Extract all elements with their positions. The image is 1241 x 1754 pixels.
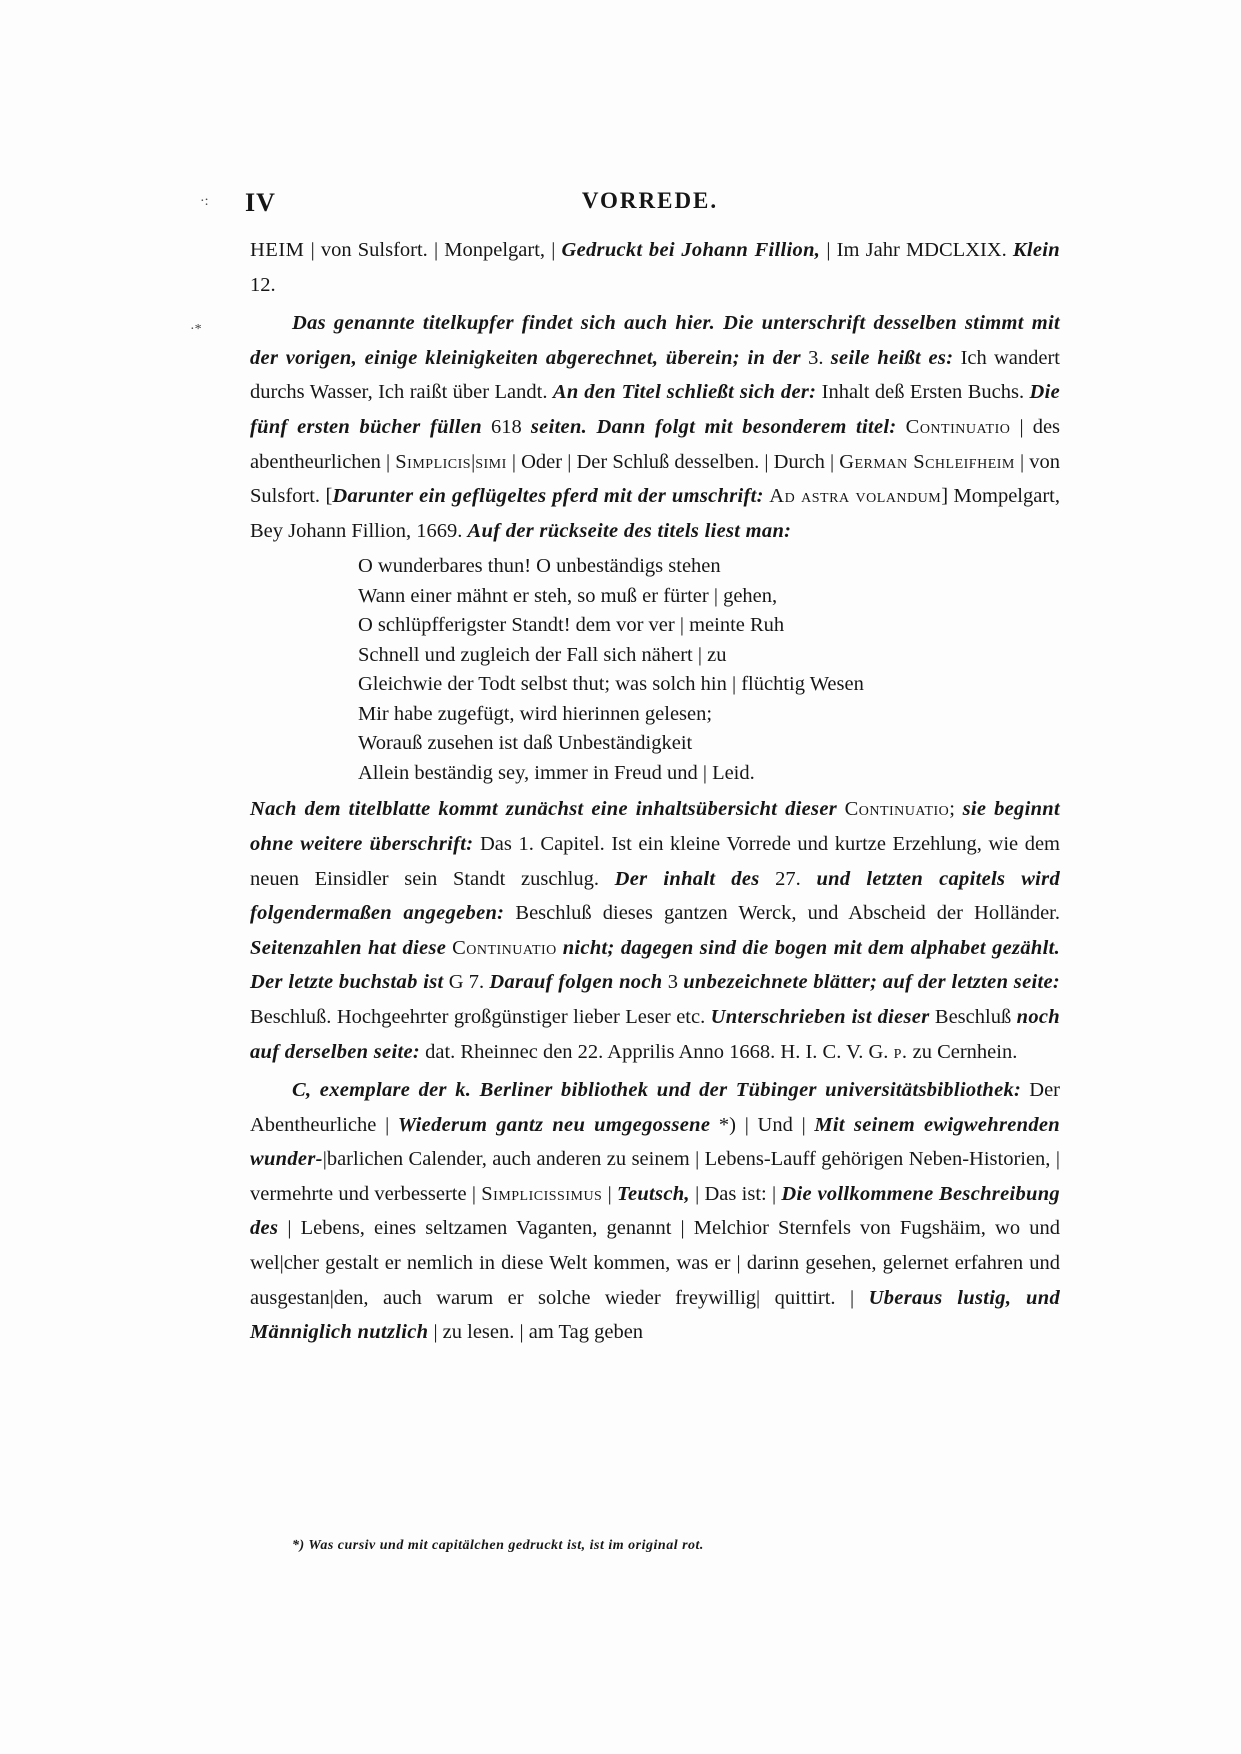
text-run: | von Sulsfort. [ — [250, 450, 1060, 508]
italic-run: Nach dem titelblatte kommt zunächst eine inhaltsübersicht dieser — [250, 798, 837, 821]
paragraph-p4 — [250, 1073, 1060, 1350]
text-run: ] Mompelgart, Bey Johann Fillion, 1669. — [250, 485, 1060, 542]
text-run: 27. — [759, 867, 817, 890]
italic-run: Darauf folgen noch — [489, 971, 663, 994]
paragraphs-after-poem — [250, 792, 1060, 1350]
poem-block — [358, 552, 1060, 788]
page-body — [250, 233, 1060, 1350]
text-run: Beschluß — [929, 1005, 1017, 1028]
italic-run: An den Titel schließt sich der: — [552, 381, 817, 404]
italic-run: und letzten capitels wird folgendermaßen angegeben: — [250, 867, 1060, 925]
text-run: |barlichen Calender, auch anderen zu seinem | Lebens-Lauff gehörigen Neben-Historien, | vermehrte und verbesserte | — [250, 1148, 1060, 1205]
small-caps-run: German Schleifheim — [839, 450, 1015, 473]
running-title: VORREDE. — [581, 188, 719, 213]
poem-line: O schlüpfferigster Standt! dem vor ver | meinte Ruh — [358, 614, 785, 637]
text-run: 3. — [800, 346, 831, 369]
italic-run: Wiederum gantz neu umgegossene — [397, 1113, 711, 1136]
text-run: zu Cernhein. — [907, 1040, 1018, 1063]
italic-run: nicht; dagegen sind die bogen mit dem alphabet gezählt. Der letzte buchstab ist — [250, 936, 1061, 994]
text-run: | Lebens, eines seltzamen Vaganten, genannt | Melchior Sternfels von Fugshäim, wo und wel|cher gestalt er nemlich in diese Welt kommen, was er | darinn gesehen, gelernet erfahren und ausgestan|den, auch warum er solche wieder freywillig| quittirt. | — [250, 1217, 1060, 1309]
text-run: 3 — [662, 971, 684, 994]
italic-run: Der inhalt des — [614, 867, 760, 890]
italic-run: Die vollkommene Beschreibung des — [250, 1182, 1060, 1240]
poem-line: Schnell und zugleich der Fall sich nähert | zu — [358, 643, 727, 666]
small-caps-run: Continuatio — [844, 798, 950, 821]
text-run: Inhalt deß Ersten Buchs. — [816, 381, 1030, 404]
text-run: 12. — [250, 273, 276, 296]
poem-line: Worauß zusehen ist daß Unbeständigkeit — [358, 732, 693, 755]
italic-run: Seitenzahlen hat diese — [250, 936, 447, 959]
text-run: dat. Rheinnec den 22. Apprilis Anno 1668. H. I. C. V. G. — [419, 1040, 894, 1063]
text-run: Beschluß. Hochgeehrter großgünstiger lieber Leser etc. — [250, 1005, 711, 1028]
italic-run: sie beginnt ohne weitere überschrift: — [250, 798, 1060, 855]
italic-run: Darunter ein geflügeltes pferd mit der umschrift: — [332, 485, 764, 508]
small-caps-run: simi — [475, 450, 507, 473]
poem-line: O wunderbares thun! O unbeständigs stehen — [358, 555, 721, 578]
italic-run: Das genannte titelkupfer findet sich auch hier. Die unterschrift desselben stimmt mit der vorigen, einige kleinigkeiten abgerechnet, überein; in der — [250, 312, 1060, 369]
margin-mark-middle: ·* — [190, 322, 202, 337]
text-run: Ich wandert durchs Wasser, Ich raißt über Landt. — [250, 346, 1061, 404]
text-run: *) | Und | — [710, 1113, 815, 1136]
poem-line: Wann einer mähnt er steh, so muß er fürter | gehen, — [358, 584, 778, 607]
italic-run: noch auf derselben seite: — [250, 1005, 1060, 1063]
text-run: Beschluß dieses gantzen Werck, und Abscheid der Holländer. — [504, 902, 1060, 925]
italic-run: Gedruckt bei Johann Fillion, — [561, 239, 821, 261]
italic-run: seile heißt es: — [830, 346, 954, 369]
text-run: | — [471, 450, 476, 473]
italic-run: C, exemplare der k. Berliner bibliothek und der Tübinger universitätsbibliothek: — [292, 1079, 1022, 1102]
italic-run: Teutsch, — [617, 1182, 690, 1205]
italic-run: Unterschrieben ist dieser — [710, 1005, 930, 1028]
text-run: | des abentheurlichen | — [250, 415, 1061, 473]
paragraph-p3 — [250, 792, 1060, 1069]
italic-run: unbezeichnete blätter; auf der letzten seite: — [683, 971, 1061, 994]
small-caps-run: p. — [893, 1040, 908, 1063]
italic-run: Mit seinem ewigwehrenden wunder- — [250, 1113, 1060, 1171]
text-run: Der Abentheurliche | — [250, 1079, 1061, 1136]
text-run: | Im Jahr MDCLXIX. — [820, 239, 1013, 261]
paragraphs-before-poem — [250, 233, 1060, 548]
italic-run: Uberaus lustig, und Männiglich nutzlich — [250, 1286, 1060, 1344]
small-caps-run: Simplicissimus — [481, 1182, 603, 1205]
text-run: 618 — [481, 415, 531, 438]
footnote: *) Was cursiv und mit capitälchen gedruckt ist, ist im original rot. — [292, 1538, 704, 1553]
poem-line: Gleichwie der Todt selbst thut; was solch hin | flüchtig Wesen — [358, 673, 864, 696]
text-run: | von Sulsfort. | Monpelgart, | — [304, 239, 562, 261]
text-run: | zu lesen. | am Tag geben — [428, 1321, 644, 1344]
small-caps-run: HEIM — [250, 239, 305, 261]
poem-line: Allein beständig sey, immer in Freud und | Leid. — [358, 761, 755, 784]
italic-run: Auf der rückseite des titels liest man: — [467, 519, 792, 542]
small-caps-run: Simplicis — [395, 450, 472, 473]
text-run: | Das ist: | — [689, 1182, 782, 1205]
italic-run: Klein — [1012, 239, 1060, 261]
text-run: ; — [949, 798, 963, 821]
paragraph-p2 — [250, 306, 1060, 548]
italic-run: Die fünf ersten bücher füllen — [250, 381, 1060, 438]
text-run: G 7. — [443, 971, 490, 994]
margin-mark-top: ·: — [200, 194, 209, 209]
small-caps-run: Continuatio — [452, 936, 557, 959]
text-run: | Oder | Der Schluß desselben. | Durch | — [506, 450, 840, 473]
italic-run: seiten. Dann folgt mit besonderem titel: — [530, 415, 897, 438]
page-number: IV — [245, 188, 276, 217]
text-run — [837, 798, 845, 820]
text-run: | — [602, 1182, 617, 1205]
page-header — [245, 180, 1055, 220]
text-run — [897, 416, 906, 438]
small-caps-run: Ad astra volandum — [769, 485, 942, 508]
text-run: Das 1. Capitel. Ist ein kleine Vorrede und kurtze Erzehlung, wie dem neuen Einsidler sein Standt zuschlug. — [250, 832, 1060, 890]
poem-line: Mir habe zugefügt, wird hierinnen gelesen; — [358, 702, 713, 725]
small-caps-run: Continuatio — [905, 415, 1011, 438]
paragraph-p1 — [250, 233, 1060, 302]
